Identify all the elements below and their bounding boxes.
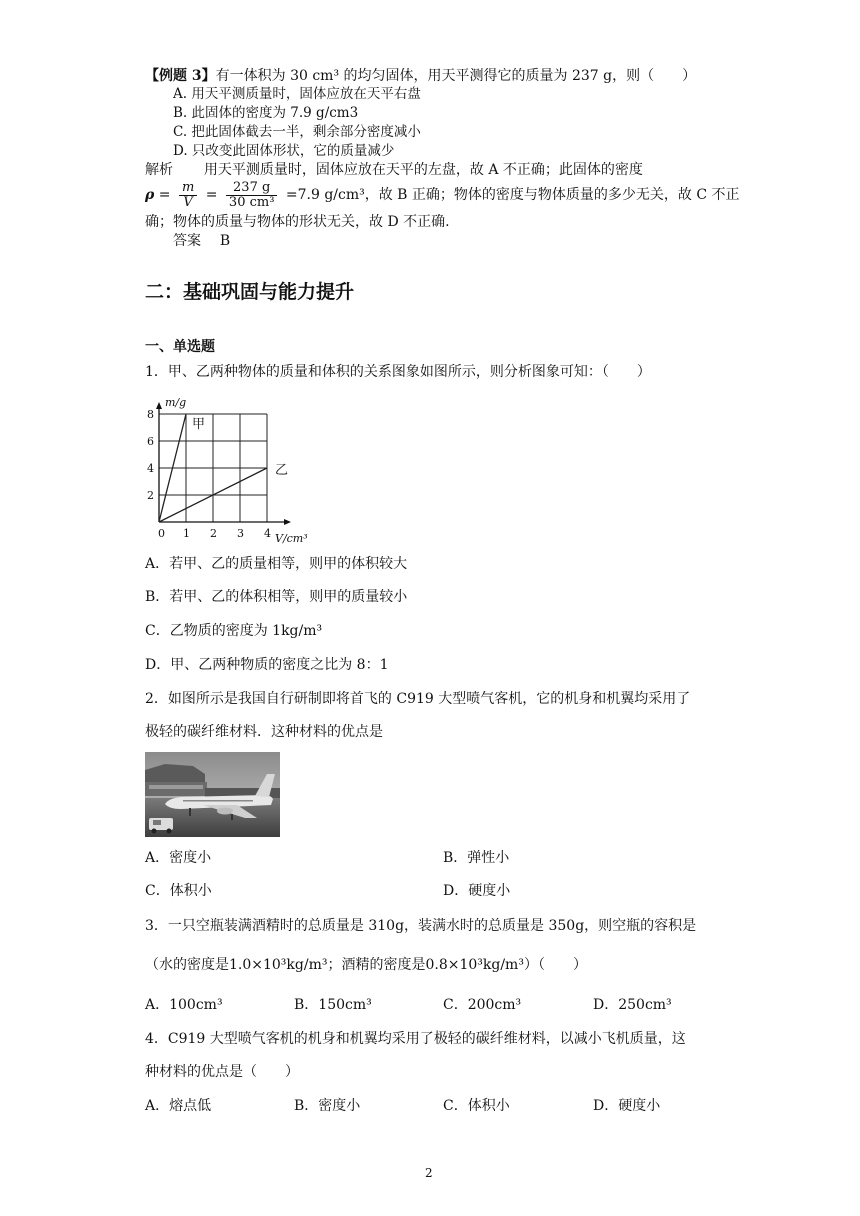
q4-option-b: B．密度小 [294, 1098, 361, 1114]
y-tick-label: 4 [147, 462, 154, 475]
series-label-jia: 甲 [192, 417, 206, 432]
q3-stem-line-1: 3．一只空瓶装满酒精时的总质量是 310g，装满水时的总质量是 350g，则空瓶的容积是 [145, 918, 697, 934]
q2-option-a: A．密度小 [145, 850, 212, 866]
chart-grid [159, 414, 267, 522]
x-tick-label: 0 [158, 527, 165, 540]
q4-stem-line-2: 种材料的优点是（ ） [145, 1064, 299, 1080]
answer-label: 答案 [173, 233, 201, 249]
q3-option-c: C．200cm³ [443, 997, 522, 1013]
q2-option-b: B．弹性小 [443, 850, 510, 866]
fraction-m-over-v [179, 181, 197, 210]
x-tick-label: 4 [264, 527, 271, 540]
section-title: 二：基础巩固与能力提升 [145, 281, 355, 303]
q4-option-d: D．硬度小 [593, 1098, 661, 1114]
q1-option-d: D．甲、乙两种物质的密度之比为 8：1 [145, 657, 389, 673]
analysis-text-1: 用天平测质量时，固体应放在天平的左盘，故 A 不正确；此固体的密度 [203, 162, 643, 178]
q4-option-c: C．体积小 [443, 1098, 510, 1114]
example-option-c: C. 把此固体截去一半，剩余部分密度减小 [173, 124, 421, 140]
y-tick-label: 6 [147, 435, 154, 448]
example-option-d: D. 只改变此固体形状，它的质量减少 [173, 143, 395, 159]
q2-option-c: C．体积小 [145, 883, 212, 899]
q3-option-a: A．100cm³ [145, 997, 223, 1013]
y-tick-label: 2 [147, 489, 154, 502]
q4-stem-line-1: 4．C919 大型喷气客机的机身和机翼均采用了极轻的碳纤维材料，以减小飞机质量，这 [145, 1031, 686, 1047]
page-number: 2 [425, 1166, 433, 1180]
example-stem: 有一体积为 30 cm³ 的均匀固体，用天平测得它的质量为 237 g，则（ ） [215, 68, 697, 84]
y-tick-label: 8 [147, 408, 154, 421]
q2-option-d: D．硬度小 [443, 883, 511, 899]
example-option-a: A. 用天平测质量时，固体应放在天平右盘 [173, 86, 421, 102]
fraction-values [226, 181, 278, 210]
density-symbol: ρ [145, 187, 155, 203]
q2-stem-line-2: 极轻的碳纤维材料．这种材料的优点是 [145, 724, 383, 740]
x-tick-label: 1 [183, 527, 190, 540]
q3-stem-line-2: （水的密度是1.0×10³kg/m³；酒精的密度是0.8×10³kg/m³）（ ） [145, 957, 587, 973]
x-tick-label: 3 [237, 527, 244, 540]
chart-axes [156, 402, 291, 525]
q1-option-c: C．乙物质的密度为 1kg/m³ [145, 623, 323, 639]
x-tick-label: 2 [210, 527, 217, 540]
series-label-yi: 乙 [275, 463, 289, 478]
analysis-text-2: =7.9 g/cm³，故 B 正确；物体的密度与物体质量的多少无关，故 C 不正 [285, 187, 740, 203]
example-option-b: B. 此固体的密度为 7.9 g/cm3 [173, 105, 359, 121]
q1-stem: 1．甲、乙两种物体的质量和体积的关系图象如图所示，则分析图象可知：（ ） [145, 364, 651, 380]
y-axis-arrow [156, 402, 162, 409]
analysis-line-1 [145, 160, 643, 180]
x-axis-arrow [284, 519, 291, 525]
analysis-line-2: ρ = $\frac{m}{V}$ = $\frac{237 g}{\text{30 cm³}}$ =7.9 g/cm³，故 B 正确；物体的密度与物体质量的多少无关，故 C 不正 [145, 179, 740, 210]
q1-option-a: A．若甲、乙的质量相等，则甲的体积较大 [145, 556, 408, 572]
q2-stem-line-1: 2．如图所示是我国自行研制即将首飞的 C919 大型喷气客机，它的机身和机翼均采用了 [145, 691, 691, 707]
c919-airplane-photo [145, 752, 280, 837]
q4-option-a: A．熔点低 [145, 1098, 212, 1114]
fraction-1-denominator: V [183, 194, 193, 210]
subsection-title: 一、单选题 [145, 339, 215, 355]
answer-value: B [219, 233, 231, 249]
answer-line [173, 231, 230, 251]
mass-volume-chart [140, 392, 315, 544]
fraction-1-numerator: m [179, 181, 197, 196]
fraction-2-numerator: 237 g [226, 181, 278, 196]
x-axis-label: V/cm³ [275, 532, 308, 544]
q3-option-b: B．150cm³ [294, 997, 372, 1013]
example-stem-line [145, 66, 696, 86]
analysis-label: 解析 [145, 162, 173, 178]
analysis-line-3: 确；物体的质量与物体的形状无关，故 D 不正确. [145, 214, 450, 230]
y-axis-label: m/g [165, 396, 187, 409]
fraction-2-denominator: 30 cm³ [228, 194, 275, 210]
example-label: 【例题 3】 [145, 68, 216, 84]
q3-option-d: D．250cm³ [593, 997, 672, 1013]
q1-option-b: B．若甲、乙的体积相等，则甲的质量较小 [145, 589, 408, 605]
